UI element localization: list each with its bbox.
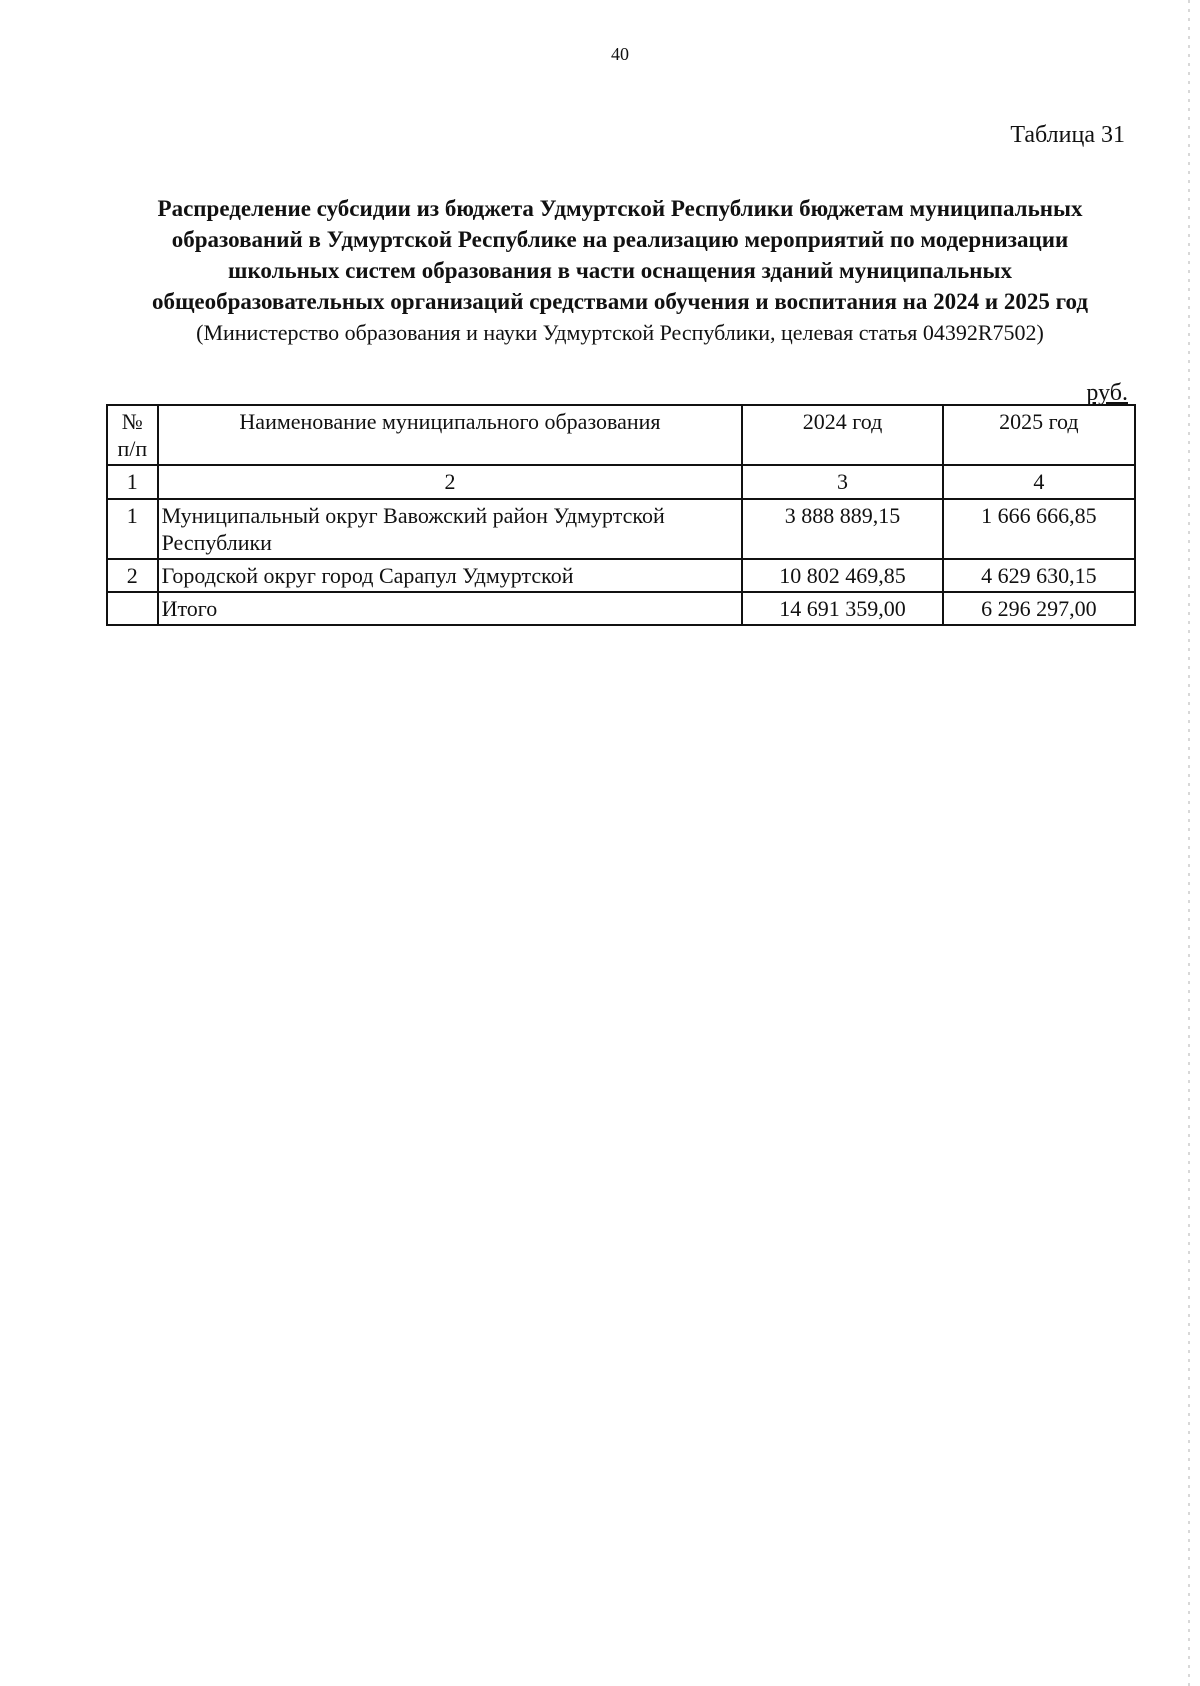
header-year-2024: 2024 год: [742, 405, 942, 465]
column-index-row: [107, 465, 1135, 499]
total-2025: 6 296 297,00: [943, 592, 1135, 625]
total-2024: 14 691 359,00: [742, 592, 942, 625]
title-line: школьных систем образования в части оснащения зданий муниципальных: [228, 258, 1012, 283]
row-number: 1: [107, 499, 158, 559]
table-header-row: [107, 405, 1135, 465]
column-index: 1: [107, 465, 158, 499]
table-label: Таблица 31: [1010, 122, 1125, 148]
title-line: общеобразовательных организаций средствами обучения и воспитания на 2024 и 2025 год: [151, 289, 1089, 314]
total-row: [107, 592, 1135, 625]
title-line: образований в Удмуртской Республике на реализацию мероприятий по модернизации: [171, 227, 1069, 252]
municipality-name: Городской округ город Сарапул Удмуртской: [158, 559, 743, 592]
column-index: 2: [158, 465, 743, 499]
amount-2024: 10 802 469,85: [742, 559, 942, 592]
scan-edge-artifact: [1188, 0, 1190, 1686]
document-subtitle: (Министерство образования и науки Удмуртской Республики, целевая статья 04392R7502): [196, 320, 1044, 345]
amount-2024: 3 888 889,15: [742, 499, 942, 559]
header-num-symbol: №: [121, 409, 143, 434]
amount-2025: 4 629 630,15: [943, 559, 1135, 592]
table-row: [107, 499, 1135, 559]
column-index: 3: [742, 465, 942, 499]
amount-2025: 1 666 666,85: [943, 499, 1135, 559]
header-num-abbr: п/п: [117, 436, 148, 461]
subsidy-table: [106, 404, 1136, 626]
total-label: Итого: [158, 592, 743, 625]
header-year-2025: 2025 год: [943, 405, 1135, 465]
total-empty-cell: [107, 592, 158, 625]
title-line: Распределение субсидии из бюджета Удмуртской Республики бюджетам муниципальных: [157, 196, 1083, 221]
document-title: [110, 193, 1130, 348]
column-index: 4: [943, 465, 1135, 499]
row-number: 2: [107, 559, 158, 592]
municipality-name: Муниципальный округ Вавожский район Удмуртской Республики: [158, 499, 743, 559]
header-num: [107, 405, 158, 465]
table-row: [107, 559, 1135, 592]
header-name: Наименование муниципального образования: [158, 405, 743, 465]
unit-label: руб.: [1086, 380, 1128, 406]
page-number: 40: [611, 44, 629, 64]
